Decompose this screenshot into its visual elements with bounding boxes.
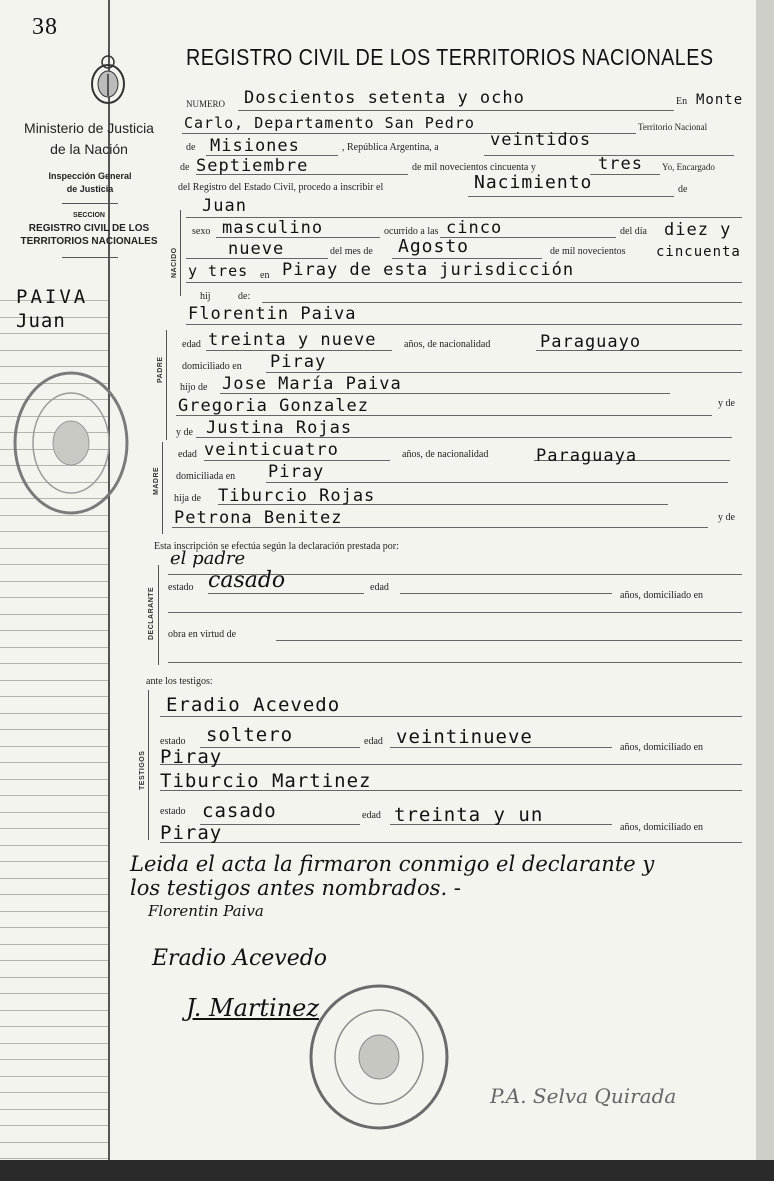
rule-testigo1 bbox=[160, 716, 742, 717]
entry-testigo2-estado: casado bbox=[202, 800, 277, 822]
entry-madre-domicilio: Piray bbox=[268, 462, 325, 482]
margin-surname: PAIVA bbox=[16, 286, 89, 308]
entry-testigo2-edad: treinta y un bbox=[394, 804, 544, 826]
margin-ruled-line bbox=[0, 1109, 108, 1110]
margin-ruled-line bbox=[0, 894, 108, 895]
side-tab-nacido: NACIDO bbox=[171, 247, 178, 278]
declarante-tab-bracket bbox=[158, 565, 165, 665]
inspection-line2: de Justicia bbox=[66, 184, 114, 194]
rule-decl-dom bbox=[168, 612, 742, 613]
margin-ruled-line bbox=[0, 333, 108, 334]
label-obra-en-virtud: obra en virtud de bbox=[168, 629, 237, 640]
closing-line-1: Leida el acta la firmaron conmigo el declarante y bbox=[130, 852, 655, 876]
page-bottom-edge bbox=[0, 1160, 774, 1181]
margin-ruled-line bbox=[0, 878, 108, 879]
entry-dia-nac-1: diez y bbox=[664, 220, 732, 240]
label-madre-edad: edad bbox=[178, 449, 197, 460]
label-yo-encargado: Yo, Encargado bbox=[662, 162, 715, 172]
margin-ruled-line bbox=[0, 795, 108, 796]
label-de-mil: de mil novecientos cincuenta y bbox=[412, 162, 536, 173]
entry-padre-edad: treinta y nueve bbox=[208, 330, 377, 350]
margin-ruled-line bbox=[0, 729, 108, 730]
entry-sexo: masculino bbox=[222, 218, 324, 238]
rule-madre-edad bbox=[204, 460, 390, 461]
label-t2-edad: edad bbox=[362, 810, 381, 821]
entry-padre-nombre: Florentin Paiva bbox=[188, 304, 357, 324]
entry-padre-nacionalidad: Paraguayo bbox=[540, 332, 642, 352]
entry-testigo1-edad: veintinueve bbox=[396, 726, 533, 748]
signature-martinez: J. Martinez bbox=[186, 994, 319, 1022]
label-del-dia: del día bbox=[620, 226, 647, 237]
ministry-line1: Ministerio de Justicia bbox=[24, 120, 154, 136]
label-sexo: sexo bbox=[192, 226, 211, 237]
label-padre-edad: edad bbox=[182, 339, 201, 350]
label-decl-edad: edad bbox=[370, 582, 389, 593]
entry-madre-nombre: Justina Rojas bbox=[206, 418, 353, 438]
inspection-line1: Inspección General bbox=[48, 171, 132, 181]
entry-testigo1-nombre: Eradio Acevedo bbox=[166, 694, 341, 716]
entry-dia-nac-2: nueve bbox=[228, 239, 285, 259]
margin-ruled-line bbox=[0, 713, 108, 714]
padre-tab-bracket bbox=[166, 330, 173, 440]
label-en-2: en bbox=[260, 270, 270, 281]
entry-testigo2-domicilio: Piray bbox=[160, 822, 223, 844]
margin-ruled-line bbox=[0, 1142, 108, 1143]
coat-of-arms-icon bbox=[88, 52, 128, 108]
label-t2-anos-dom: años, domiciliado en bbox=[620, 822, 704, 833]
section-block bbox=[14, 209, 164, 248]
rule-mes-nac bbox=[392, 258, 542, 259]
entry-testigo1-domicilio: Piray bbox=[160, 746, 223, 768]
label-madre-anos-nac: años, de nacionalidad bbox=[402, 449, 489, 460]
margin-ruled-line bbox=[0, 531, 108, 532]
page-number: 38 bbox=[32, 14, 58, 40]
label-padre-dom: domiciliado en bbox=[182, 361, 242, 372]
margin-ruled-line bbox=[0, 1059, 108, 1060]
margin-ruled-line bbox=[0, 762, 108, 763]
rule-padre-nombre bbox=[186, 324, 742, 325]
section-line1: REGISTRO CIVIL DE LOS bbox=[28, 223, 150, 234]
entry-anio-nac-2: y tres bbox=[188, 262, 249, 280]
margin-ruled-line bbox=[0, 845, 108, 846]
margin-ruled-line bbox=[0, 779, 108, 780]
inspection-name bbox=[40, 170, 140, 196]
label-padre-hijo-de: hijo de bbox=[180, 382, 208, 393]
entry-madre-madre: Petrona Benitez bbox=[174, 508, 343, 528]
entry-lugar-1: Monte bbox=[696, 92, 744, 108]
label-y-de-3: y de bbox=[718, 512, 735, 523]
form-title: REGISTRO CIVIL DE LOS TERRITORIOS NACIONALES bbox=[186, 44, 714, 70]
entry-madre-edad: veinticuatro bbox=[204, 440, 339, 460]
entry-territorio: Misiones bbox=[210, 136, 300, 156]
entry-madre-padre: Tiburcio Rojas bbox=[218, 486, 376, 506]
margin-ruled-line bbox=[0, 1125, 108, 1126]
label-madre-dom: domiciliada en bbox=[176, 471, 236, 482]
entry-hora: cinco bbox=[446, 218, 503, 238]
margin-ruled-line bbox=[0, 630, 108, 631]
margin-ruled-line bbox=[0, 1010, 108, 1011]
margin-ruled-line bbox=[0, 927, 108, 928]
label-de-mil-nov: de mil novecientos bbox=[550, 246, 626, 257]
margin-ruled-line bbox=[0, 828, 108, 829]
label-esta-inscripcion: Esta inscripción se efectúa según la declaración prestada por: bbox=[154, 541, 399, 552]
margin-ruled-line bbox=[0, 350, 108, 351]
margin-ruled-line bbox=[0, 647, 108, 648]
entry-anio: tres bbox=[598, 154, 643, 174]
label-hija-de: hija de bbox=[174, 493, 201, 504]
rule-t2-estado bbox=[200, 824, 360, 825]
margin-ruled-line bbox=[0, 680, 108, 681]
label-t1-estado: estado bbox=[160, 736, 186, 747]
margin-ruled-line bbox=[0, 1076, 108, 1077]
label-padre-anos-nac: años, de nacionalidad bbox=[404, 339, 491, 350]
label-y-de-2: y de bbox=[176, 427, 193, 438]
label-numero: NUMERO bbox=[186, 99, 226, 109]
rule-t1-estado bbox=[200, 747, 360, 748]
madre-tab-bracket bbox=[162, 442, 169, 534]
margin-ruled-line bbox=[0, 564, 108, 565]
label-t2-estado: estado bbox=[160, 806, 186, 817]
entry-acto: Nacimiento bbox=[474, 172, 593, 193]
rule-t2-dom bbox=[160, 842, 742, 843]
margin-ruled-line bbox=[0, 696, 108, 697]
entry-dia: veintidos bbox=[490, 130, 592, 150]
margin-name: Juan bbox=[16, 310, 66, 332]
entry-declarante-estado: casado bbox=[208, 568, 286, 593]
entry-numero: Doscientos setenta y ocho bbox=[244, 88, 525, 108]
margin-ruled-line bbox=[0, 812, 108, 813]
label-en: En bbox=[676, 96, 688, 107]
label-de-3: de bbox=[678, 184, 688, 195]
side-tab-declarante: DECLARANTE bbox=[148, 586, 155, 640]
label-decl-estado: estado bbox=[168, 582, 194, 593]
ministry-line2: de la Nación bbox=[50, 141, 128, 157]
rule-obra-2 bbox=[168, 662, 742, 663]
margin-ruled-line bbox=[0, 1043, 108, 1044]
rule-acto bbox=[468, 196, 674, 197]
margin-ruled-line bbox=[0, 663, 108, 664]
entry-padre-madre: Gregoria Gonzalez bbox=[178, 396, 369, 416]
entry-lugar-nac: Piray de esta jurisdicción bbox=[282, 260, 575, 280]
margin-ruled-line bbox=[0, 548, 108, 549]
signature-florentin: Florentin Paiva bbox=[148, 902, 264, 920]
sidebar-divider-2 bbox=[62, 257, 118, 258]
entry-nombre: Juan bbox=[202, 196, 247, 216]
rule-padre-dom bbox=[266, 372, 742, 373]
rule-lugar-nac bbox=[186, 282, 742, 283]
entry-testigo1-estado: soltero bbox=[206, 724, 294, 746]
entry-testigo2-nombre: Tiburcio Martinez bbox=[160, 770, 372, 792]
label-decl-anos-dom: años, domiciliado en bbox=[620, 590, 704, 601]
rule-decl-estado bbox=[208, 593, 364, 594]
label-republica: , República Argentina, a bbox=[342, 142, 439, 153]
sidebar-divider bbox=[62, 203, 118, 204]
rule-madre-dom bbox=[266, 482, 728, 483]
side-tab-testigos: TESTIGOS bbox=[139, 750, 146, 790]
entry-madre-nacionalidad: Paraguaya bbox=[536, 446, 638, 466]
margin-ruled-line bbox=[0, 861, 108, 862]
rule-anio bbox=[590, 174, 660, 175]
entry-lugar-2: Carlo, Departamento San Pedro bbox=[184, 114, 475, 132]
side-tab-madre: MADRE bbox=[153, 466, 160, 495]
label-t1-edad: edad bbox=[364, 736, 383, 747]
label-del-mes: del mes de bbox=[330, 246, 373, 257]
entry-mes-nac: Agosto bbox=[398, 236, 470, 257]
label-de-1: de bbox=[186, 142, 196, 153]
label-hijo: hij bbox=[200, 291, 211, 302]
margin-ruled-line bbox=[0, 1092, 108, 1093]
rule-numero bbox=[238, 110, 674, 111]
registry-stamp-icon bbox=[8, 365, 134, 521]
rule-hijo bbox=[262, 302, 742, 303]
margin-ruled-line bbox=[0, 1026, 108, 1027]
ministry-name bbox=[14, 118, 164, 160]
entry-padre-padre: Jose María Paiva bbox=[222, 374, 402, 394]
rule-t1-dom bbox=[160, 764, 742, 765]
label-territorio: Territorio Nacional bbox=[638, 122, 708, 132]
margin-ruled-line bbox=[0, 746, 108, 747]
label-y-de: y de bbox=[718, 398, 735, 409]
side-tab-padre: PADRE bbox=[157, 356, 164, 383]
civil-registry-stamp-icon bbox=[306, 982, 452, 1132]
label-hijo-2: de: bbox=[238, 291, 251, 302]
margin-ruled-line bbox=[0, 597, 108, 598]
rule-decl-edad bbox=[400, 593, 612, 594]
margin-ruled-line bbox=[0, 993, 108, 994]
label-del-registro: del Registro del Estado Civil, procedo a inscribir el bbox=[178, 182, 384, 193]
entry-declarante: el padre bbox=[170, 548, 246, 569]
section-label: SECCION bbox=[73, 212, 105, 219]
label-ante-testigos: ante los testigos: bbox=[146, 676, 213, 687]
margin-ruled-line bbox=[0, 960, 108, 961]
closing-line-2: los testigos antes nombrados. - bbox=[130, 876, 461, 900]
entry-anio-nac-1: cincuenta bbox=[656, 244, 741, 260]
margin-ruled-line bbox=[0, 581, 108, 582]
testigos-tab-bracket bbox=[148, 690, 155, 840]
margin-ruled-line bbox=[0, 977, 108, 978]
label-ocurrido: ocurrido a las bbox=[384, 226, 439, 237]
entry-padre-domicilio: Piray bbox=[270, 352, 327, 372]
margin-ruled-line bbox=[0, 944, 108, 945]
section-line2: TERRITORIOS NACIONALES bbox=[20, 236, 158, 247]
page-right-edge bbox=[756, 0, 774, 1181]
label-t1-anos-dom: años, domiciliado en bbox=[620, 742, 704, 753]
label-de-2: de bbox=[180, 162, 190, 173]
margin-ruled-line bbox=[0, 1158, 108, 1159]
margin-ruled-line bbox=[0, 911, 108, 912]
rule-obra bbox=[276, 640, 742, 641]
nacido-tab-bracket bbox=[180, 210, 187, 296]
entry-mes: Septiembre bbox=[196, 156, 309, 176]
signature-eradio: Eradio Acevedo bbox=[152, 946, 328, 971]
margin-ruled-line bbox=[0, 614, 108, 615]
signature-official: P.A. Selva Quirada bbox=[490, 1084, 677, 1108]
rule-padre-edad bbox=[206, 350, 392, 351]
